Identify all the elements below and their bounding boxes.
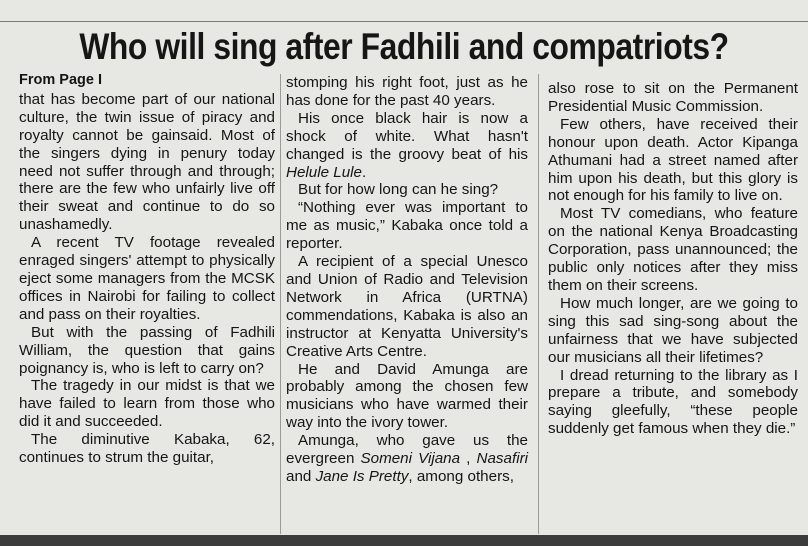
text-run: , xyxy=(460,450,477,468)
text-run: . xyxy=(362,163,367,181)
paragraph: Few others, have received their honour upon death. Actor Kipanga Athumani had a street named after him upon his death, but this glory is not enough for his family to live on. xyxy=(548,115,798,205)
text-run: Amunga, who gave us the evergreen xyxy=(286,432,528,468)
paragraph: A recipient of a special Unesco and Union of Radio and Television Network in Africa (URTNA) commendations, Kabaka is also an instructor at Kenyatta University's Creative Arts Centre. xyxy=(286,253,528,360)
bottom-rule xyxy=(0,535,808,546)
text-run: His once black hair is now a shock of white. What hasn't changed is the groovy beat of his xyxy=(286,109,528,163)
song-title: Helule Lule xyxy=(286,163,362,181)
paragraph: He and David Amunga are probably among the chosen few musicians who have warmed their way into the ivory tower. xyxy=(286,360,528,432)
from-page-label: From Page I xyxy=(19,72,102,88)
song-title: Someni Vijana xyxy=(360,450,461,468)
headline: Who will sing after Fadhili and compatriots? xyxy=(79,26,729,67)
column-divider xyxy=(538,74,539,534)
paragraph: A recent TV footage revealed enraged singers' attempt to physically eject some managers from the MCSK offices in Nairobi for failing to collect and pass on their royalties. xyxy=(19,234,275,323)
paragraph: How much longer, are we going to sing this sad sing-song about the unfairness that we have subjected our musicians all their lifetimes? xyxy=(548,294,798,366)
paragraph: also rose to sit on the Permanent Presidential Music Commission. xyxy=(548,80,798,115)
paragraph xyxy=(286,432,528,486)
text-run: and xyxy=(286,467,316,485)
column-2 xyxy=(286,74,528,486)
column-1 xyxy=(19,72,275,467)
paragraph: Most TV comedians, who feature on the national Kenya Broadcasting Corporation, pass unannounced; the public only notices after they miss them on their screens. xyxy=(548,205,798,294)
paragraph: stomping his right foot, just as he has done for the past 40 years. xyxy=(286,74,528,109)
song-title: Jane Is Pretty xyxy=(315,467,409,485)
paragraph: But with the passing of Fadhili William, the question that gains poignancy is, who is left to carry on? xyxy=(19,323,275,377)
column-3 xyxy=(548,80,798,438)
paragraph: But for how long can he sing? xyxy=(298,181,499,199)
song-title: Nasafiri xyxy=(476,450,528,468)
paragraph: The diminutive Kabaka, 62, continues to strum the guitar, xyxy=(19,431,275,467)
paragraph: “Nothing ever was important to me as music,” Kabaka once told a reporter. xyxy=(286,199,528,253)
column-divider xyxy=(280,74,281,534)
paragraph: that has become part of our national culture, the twin issue of piracy and royalty cannot be gainsaid. Most of the singers dying in penury today need not suffer through and through; there are the few who unfairly live off their sweat and continue to do so unashamedly. xyxy=(19,90,275,234)
paragraph xyxy=(286,110,528,182)
text-run: , among others, xyxy=(408,467,514,485)
paragraph: The tragedy in our midst is that we have failed to learn from those who did it and succeeded. xyxy=(19,377,275,431)
paragraph: I dread returning to the library as I prepare a tribute, and somebody saying gleefully, “these people suddenly get famous when they die.” xyxy=(548,366,798,438)
